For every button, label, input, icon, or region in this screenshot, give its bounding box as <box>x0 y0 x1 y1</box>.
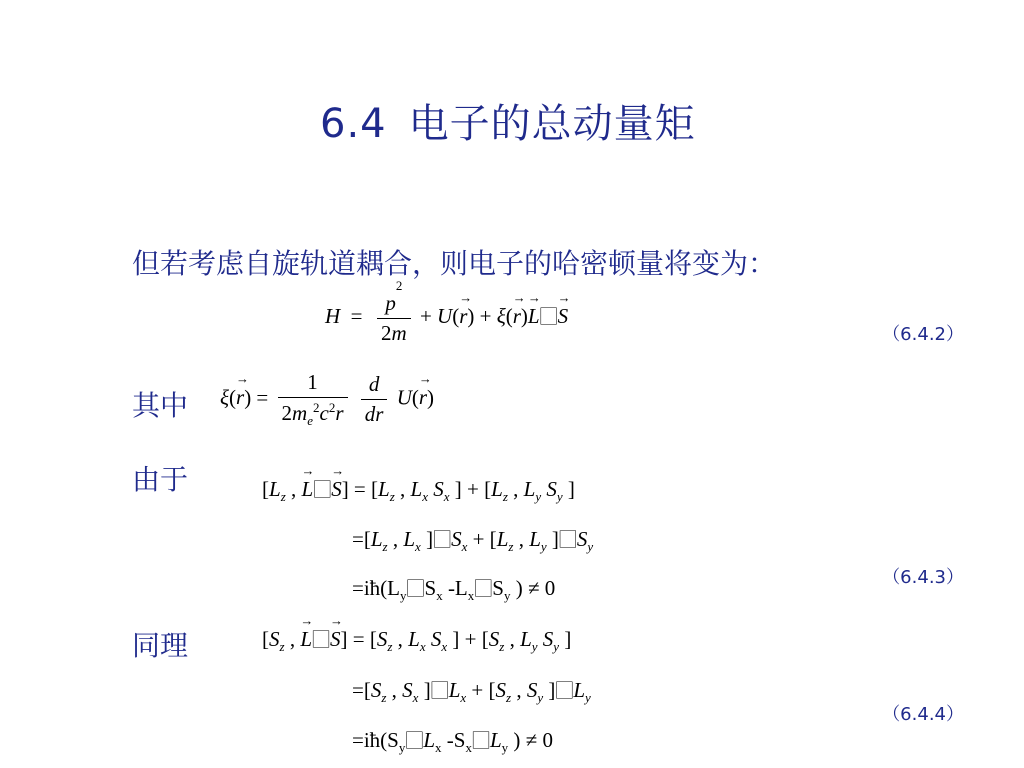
equation-xi: ξ(→ r) = $\frac{1}{2m_e^2c^2r}$ $\frac{d}{dr}$ U(→ r) <box>220 370 434 429</box>
equation-hamiltonian: H = $\frac{p^2}{2m}$ + U(→ r) + ξ(→ r)→ L⃞→ S <box>325 290 568 346</box>
label-youyu: 由于 <box>132 463 189 496</box>
section-title: 电子的总动量矩 <box>408 101 696 147</box>
section-number: 6.4 <box>320 101 387 147</box>
equation-number-644: （6.4.4） <box>882 704 964 725</box>
label-qizhong: 其中 <box>132 389 189 422</box>
equation-sz-commutator-line2: $=[S_z$ , $S_x$ ]$⃞L_x + [S_z$ , $S_y$ ]$⃞L_y$ <box>352 678 591 706</box>
equation-sz-commutator-line1: [$S_z$ , → L⃞→ $S] = [S_z$ , $L_x$ $S_x$ ] + [$S_z$ , $L_y$ $S_y$ ] <box>262 626 571 655</box>
equation-lz-commutator-line3: $=iħ(L_y⃞S_x$ $-L_x⃞S_y$ ) ≠ 0 <box>352 576 556 604</box>
equation-number-642: （6.4.2） <box>882 324 964 345</box>
equation-lz-commutator-line1: [$L_z$ , → L⃞→ $S] = [L_z$ , $L_x$ $S_x$ ] + [$L_z$ , $L_y$ $S_y$ ] <box>262 476 575 505</box>
equation-number-643: （6.4.3） <box>882 567 964 588</box>
slide-title <box>320 92 696 149</box>
equation-lz-commutator-line2: $=[L_z$ , $L_x$ ]$⃞S_x + [L_z$ , $L_y$ ]$⃞S_y$ <box>352 527 594 555</box>
label-tongli: 同理 <box>132 629 189 662</box>
intro-text: 但若考虑自旋轨道耦合，则电子的哈密顿量将变为： <box>132 247 777 280</box>
equation-sz-commutator-line3: $=iħ(S_y⃞L_x$ $-S_x⃞L_y$ ) ≠ 0 <box>352 728 553 756</box>
